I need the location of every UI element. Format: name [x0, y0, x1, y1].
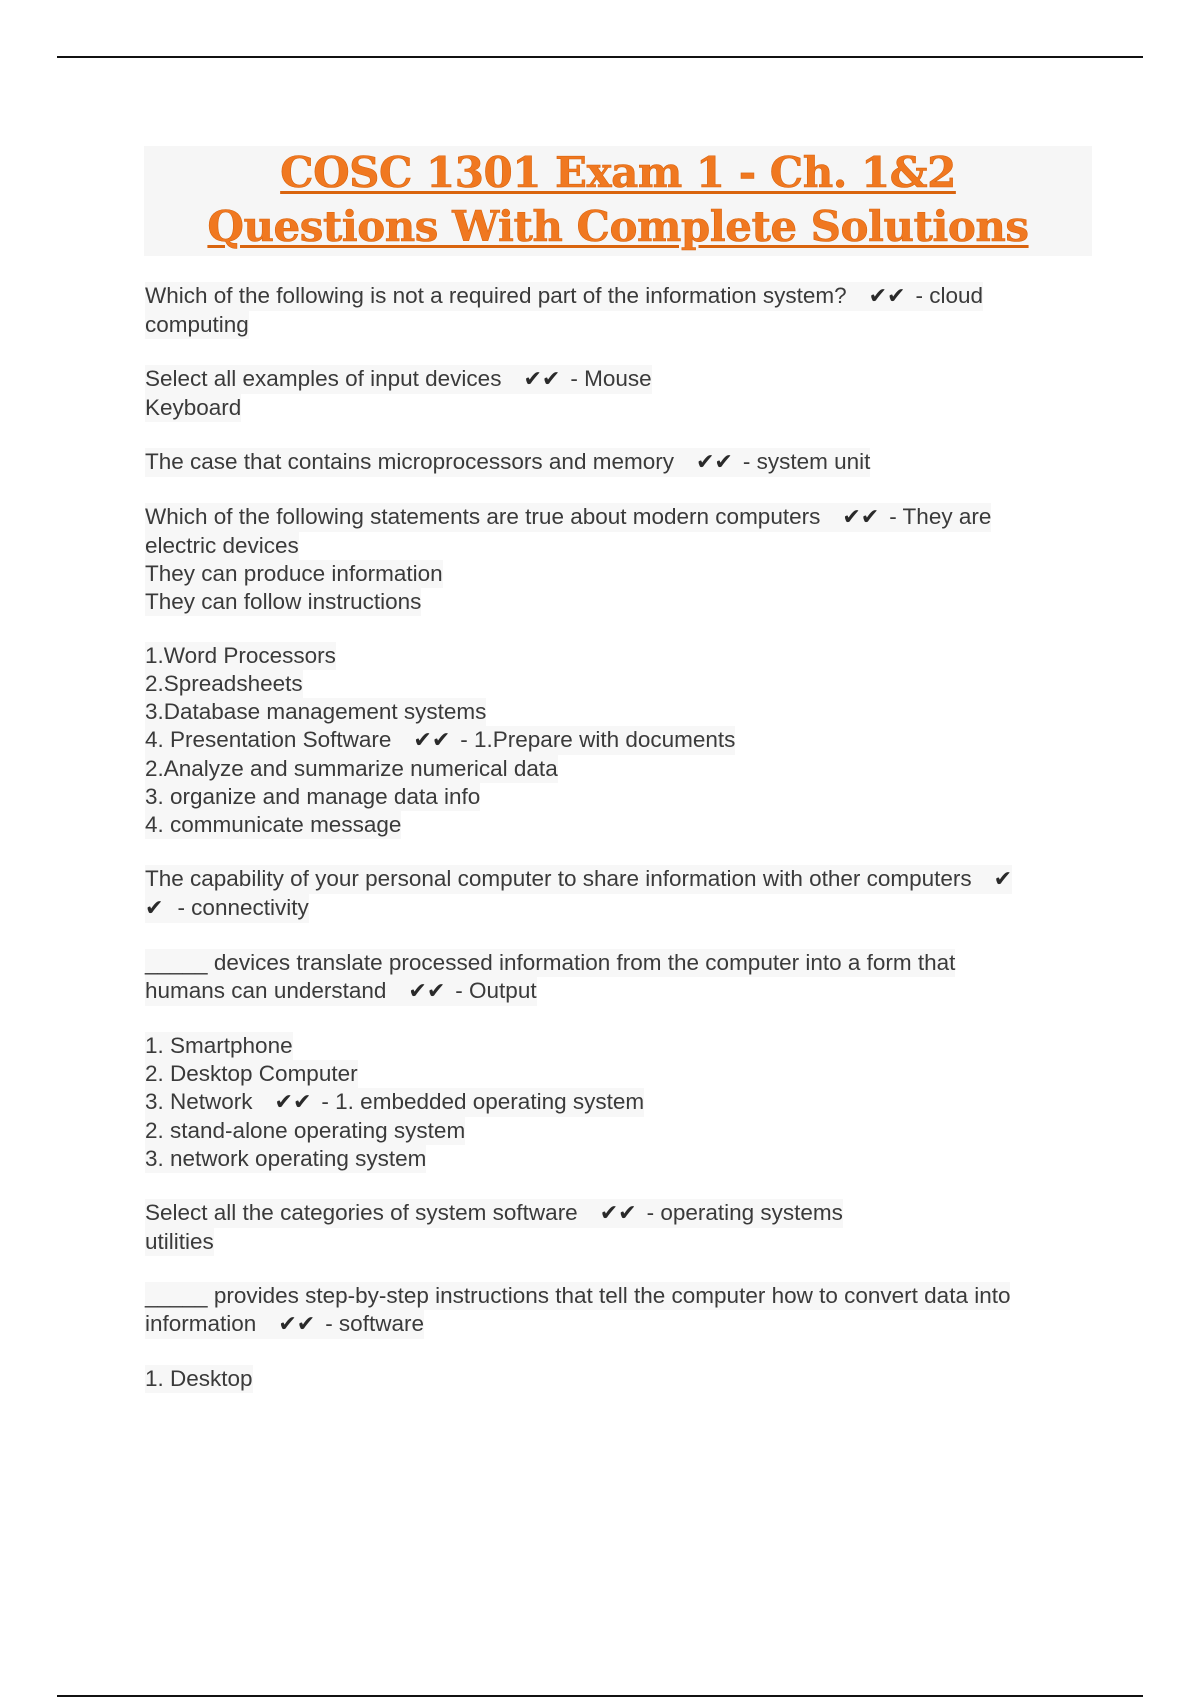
qa-item — [145, 503, 1090, 616]
answer-continuation: Keyboard — [145, 395, 242, 420]
question-text: The case that contains microprocessors and memory — [145, 449, 674, 474]
question-text: Select all examples of input devices — [145, 366, 502, 391]
answer-text: - system unit — [742, 449, 871, 474]
qa-line — [145, 448, 870, 477]
qa-line — [145, 865, 1012, 894]
top-rule — [57, 56, 1143, 58]
qa-item — [145, 865, 1090, 923]
qa-line — [145, 894, 309, 923]
answer-continuation: 2. stand-alone operating system — [145, 1118, 466, 1143]
check-mark-icon: ✔✔ — [408, 979, 446, 1004]
bottom-rule — [57, 1695, 1143, 1697]
check-mark-icon: ✔✔ — [278, 1312, 316, 1337]
question-text: The capability of your personal computer to share information with other computers — [145, 866, 972, 891]
qa-item — [145, 1032, 1090, 1173]
question-line: 1. Desktop — [145, 1366, 253, 1391]
answer-text: - software — [325, 1311, 424, 1336]
answer-continuation: 2.Analyze and summarize numerical data — [145, 756, 558, 781]
qa-item — [145, 365, 1090, 422]
qa-line — [145, 282, 983, 311]
answer-continuation: 3. network operating system — [145, 1146, 427, 1171]
qa-line — [145, 503, 991, 532]
qa-item — [145, 949, 1090, 1006]
qa-line — [145, 1088, 644, 1117]
qa-item — [145, 1199, 1090, 1256]
check-mark-icon: ✔✔ — [695, 450, 733, 475]
question-line: 1. Smartphone — [145, 1033, 293, 1058]
check-mark-icon: ✔✔ — [274, 1090, 312, 1115]
qa-item — [145, 642, 1090, 839]
check-mark-icon: ✔✔ — [842, 505, 880, 530]
question-text: 4. Presentation Software — [145, 727, 392, 752]
answer-text: - 1.Prepare with documents — [460, 727, 736, 752]
qa-line — [145, 1310, 424, 1339]
qa-item — [145, 282, 1090, 339]
answer-continuation: They can produce information — [145, 561, 443, 586]
question-text: Select all the categories of system software — [145, 1200, 578, 1225]
answer-text: - Output — [455, 978, 537, 1003]
question-text: humans can understand — [145, 978, 387, 1003]
answer-continuation: They can follow instructions — [145, 589, 422, 614]
question-line: 3.Database management systems — [145, 699, 487, 724]
page-title-line-2: Questions With Complete Solutions — [207, 202, 1029, 251]
answer-continuation: utilities — [145, 1229, 214, 1254]
qa-line — [145, 1199, 843, 1228]
question-text: Which of the following statements are true about modern computers — [145, 504, 821, 529]
qa-line — [145, 977, 537, 1006]
check-mark-icon: ✔✔ — [599, 1201, 637, 1226]
answer-text: - Mouse — [570, 366, 652, 391]
answer-continuation: electric devices — [145, 533, 299, 558]
answer-continuation: computing — [145, 312, 249, 337]
question-text: 3. Network — [145, 1089, 253, 1114]
answer-continuation: 3. organize and manage data info — [145, 784, 481, 809]
question-line: 2.Spreadsheets — [145, 671, 303, 696]
question-line: _____ devices translate processed information from the computer into a form that — [145, 950, 956, 975]
question-line: 1.Word Processors — [145, 643, 336, 668]
check-mark-icon: ✔ — [145, 896, 164, 921]
question-line: _____ provides step-by-step instructions that tell the computer how to convert data into — [145, 1283, 1011, 1308]
question-line: 2. Desktop Computer — [145, 1061, 358, 1086]
check-mark-icon: ✔✔ — [868, 284, 906, 309]
check-mark-icon: ✔✔ — [413, 728, 451, 753]
question-text: information — [145, 1311, 257, 1336]
check-mark-icon: ✔✔ — [523, 367, 561, 392]
qa-line — [145, 726, 735, 755]
qa-item — [145, 448, 1090, 477]
answer-text: - operating systems — [646, 1200, 843, 1225]
check-mark-icon: ✔ — [993, 867, 1013, 892]
qa-line — [145, 365, 652, 394]
qa-item — [145, 1282, 1090, 1339]
title-block — [144, 146, 1092, 256]
qa-item — [145, 1365, 1090, 1393]
question-text: Which of the following is not a required part of the information system? — [145, 283, 847, 308]
answer-text: - connectivity — [177, 895, 309, 920]
answer-text: - 1. embedded operating system — [321, 1089, 645, 1114]
qa-list — [145, 282, 1090, 1419]
page-title-line-1: COSC 1301 Exam 1 - Ch. 1&2 — [280, 148, 956, 197]
answer-text: - cloud — [915, 283, 984, 308]
answer-text: - They are — [889, 504, 992, 529]
answer-continuation: 4. communicate message — [145, 812, 402, 837]
